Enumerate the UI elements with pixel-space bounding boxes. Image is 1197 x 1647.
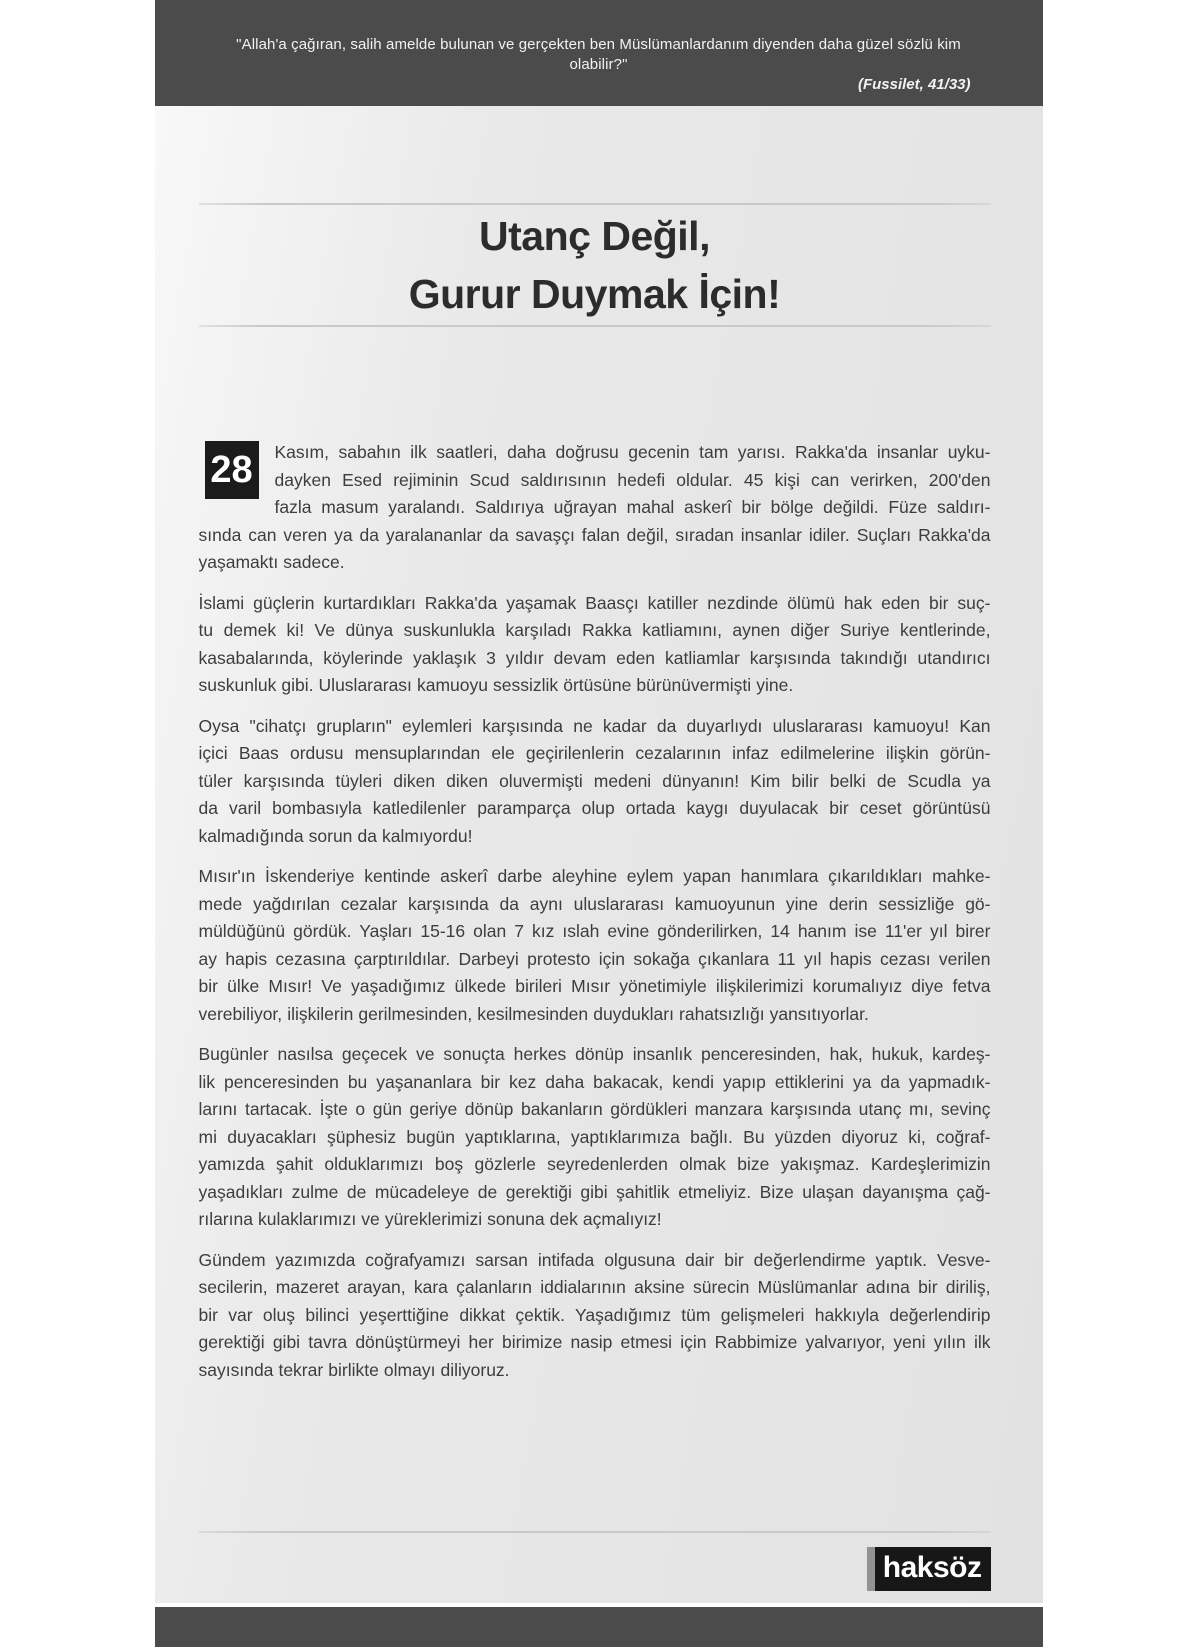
- text-line: larını tartacak. İşte o gün geriye dönüp bakanların gördükleri manzara karşısında utanç mı, sevinç: [198, 1099, 991, 1119]
- text-line: secilerin, mazeret arayan, kara çalanların iddialarının aksine sürecin Müslümanlar adına bir diriliş,: [198, 1277, 991, 1297]
- text-line: içici Baas ordusu mensuplarından ele geçirilenlerin cezalarının infaz edilmelerine ilişkin görün-: [198, 743, 991, 763]
- text-line: lik penceresinden bu yaşananlara bir kez daha bakacak, kendi yapıp ettiklerini ya da yapmadık-: [198, 1071, 991, 1092]
- dropcap-number: 28: [205, 441, 259, 499]
- text-line: yaşamaktı sadece.: [198, 552, 345, 572]
- text-line: Gündem yazımızda coğrafyamızı sarsan intifada olgusuna dair bir değerlendirme yaptık. Vesve-: [198, 1249, 991, 1270]
- paragraph: [199, 1247, 991, 1385]
- text-line: yamızda şahit olduklarımızı boş gözlerle seyredenlerden olmak bize yakışmaz. Kardeşlerimizin: [198, 1154, 991, 1174]
- text-line: sayısında tekrar birlikte olmayı diliyoruz.: [198, 1359, 510, 1380]
- text-line: fazla masum yaralandı. Saldırıya uğrayan mahal askerî bir bölge değildi. Füze saldırı-: [274, 497, 991, 517]
- text-line: mede yağdırılan cezalar karşısında da aynı uluslararası kamuoyunun yine derin sessizliğe gö-: [198, 893, 991, 914]
- header-band: [155, 0, 1043, 106]
- paragraph: [199, 439, 991, 577]
- paragraph: [199, 863, 991, 1028]
- magazine-page: [155, 106, 1043, 1603]
- text-line: Kasım, sabahın ilk saatleri, daha doğrusu gecenin tam yarısı. Rakka'da insanlar uyku-: [274, 442, 991, 462]
- article-title: [199, 205, 991, 325]
- text-line: Oysa "cihatçı grupların" eylemleri karşısında ne kadar da duyarlıydı uluslararası kamuoyu! Kan: [198, 715, 991, 736]
- text-line: bir ülke Mısır! Ve yaşadığımız ülkede birileri Mısır yönetimiyle ilişkilerimizi korumalıyız diye fetva: [198, 976, 991, 996]
- text-line: mi duyacakları şüphesiz bugün yaptıklarına, yaptıklarımıza bağlı. Bu yüzden diyoruz ki, coğraf-: [198, 1126, 991, 1147]
- header-attribution: (Fussilet, 41/33): [857, 76, 971, 93]
- page-container: [155, 0, 1043, 1647]
- header-quote: "Allah'a çağıran, salih amelde bulunan ve gerçekten ben Müslümanlardanım diyenden daha güzel sözlü kim olabilir?": [236, 36, 961, 73]
- text-line: tüler karşısında tüyleri diken diken oluvermişti medeni dünyanın! Kim bilir belki de Scudla ya: [198, 770, 991, 791]
- text-line: kalmadığında sorun da kalmıyordu!: [198, 825, 473, 846]
- text-line: gerektiği gibi tavra dönüştürmeyi her birimize nasip etmesi için Rabbimize yalvarıyor, yeni yılın ilk: [198, 1332, 991, 1352]
- haksoz-logo: haksöz: [867, 1547, 991, 1591]
- text-line: suskunluk gibi. Uluslararası kamuoyu sessizlik örtüsüne bürünüvermişti yine.: [198, 675, 794, 695]
- title-separator-bottom: [199, 325, 991, 327]
- text-line: Bugünler nasılsa geçecek ve sonuçta herkes dönüp insanlık penceresinden, hak, hukuk, kardeş-: [198, 1044, 991, 1064]
- text-line: ay hapis cezasına çarptırıldılar. Darbeyi protesto için sokağa çıkanlara 11 yıl hapis cezası verilen: [198, 948, 991, 969]
- text-line: da varil bombasıyla katledilenler paramparça olup ortada kaygı duyulacak bir ceset görüntüsü: [198, 798, 991, 818]
- text-line: tu demek ki! Ve dünya suskunlukla karşıladı Rakka katliamını, aynen diğer Suriye kentlerinde,: [198, 620, 991, 640]
- article-body: [199, 439, 991, 1384]
- title-line-2: Gurur Duymak İçin!: [408, 271, 781, 317]
- text-line: bir var oluş bilinci yeşerttiğine dikkat çektik. Yaşadığımız tüm gelişmeleri hakkıyla değerlendirip: [198, 1304, 991, 1325]
- footer-band: [155, 1607, 1043, 1647]
- text-line: sında can veren ya da yaralananlar da savaşçı falan değil, sıradan insanlar idiler. Suçları Rakka'da: [198, 524, 991, 545]
- text-line: Mısır'ın İskenderiye kentinde askerî darbe aleyhine eylem yapan hanımlara çıkarıldıkları mahke-: [198, 866, 991, 886]
- paragraph: [199, 590, 991, 700]
- text-line: rılarına kulaklarımızı ve yüreklerimizi sonuna dek açmalıyız!: [198, 1209, 662, 1229]
- paragraph: [199, 713, 991, 851]
- text-line: kasabalarında, köylerinde yaklaşık 3 yıldır devam eden katliamlar karşısında takındığı utandırıcı: [198, 647, 991, 668]
- text-line: yaşadıkları zulme de mücadeleye de gerektiği gibi şahitlik etmeliyiz. Bize ulaşan dayanışma çağ-: [198, 1181, 991, 1202]
- logo-row: [199, 1547, 991, 1591]
- text-line: verebiliyor, ilişkilerin gerilmesinden, kesilmesinden duydukları rahatsızlığı yansıtıyorlar.: [198, 1003, 869, 1024]
- text-line: dayken Esed rejiminin Scud saldırısının hedefi oldular. 45 kişi can verirken, 200'den: [274, 469, 991, 490]
- text-line: İslami güçlerin kurtardıkları Rakka'da yaşamak Baasçı katiller nezdinde ölümü hak eden bir suç-: [198, 592, 991, 613]
- paragraph: [199, 1041, 991, 1234]
- title-line-1: Utanç Değil,: [479, 213, 710, 259]
- bottom-separator: [199, 1531, 991, 1533]
- text-line: müldüğünü gördük. Yaşları 15-16 olan 7 kız ıslah evine gönderilirken, 14 hanım ise 11'er yıl birer: [198, 921, 991, 941]
